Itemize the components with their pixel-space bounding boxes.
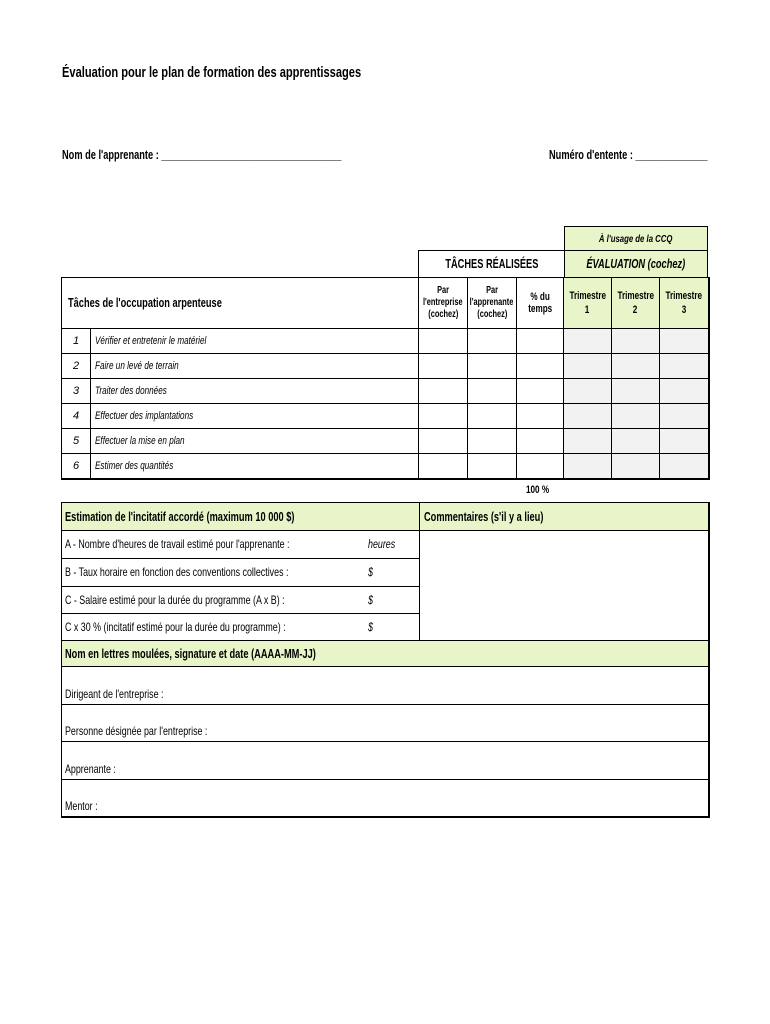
company-column-header: Par l'entreprise (cochez) [418,278,467,328]
estimate-table [61,502,710,642]
apprentice-column-header: Par l'apprenante (cochez) [467,278,516,328]
task-name: Estimer des quantités [90,453,418,478]
quarter-2-cell[interactable] [611,378,659,403]
task-number: 6 [62,453,90,478]
task-number: 5 [62,428,90,453]
percent-time-cell[interactable] [516,428,563,453]
signature-table [61,640,710,818]
company-check-cell[interactable] [418,428,467,453]
company-check-cell[interactable] [418,403,467,428]
percent-time-cell[interactable] [516,353,563,378]
task-number: 3 [62,378,90,403]
apprentice-check-cell[interactable] [467,328,516,353]
quarter-3-cell[interactable] [659,328,708,353]
comments-area[interactable] [419,530,708,641]
estimate-line-unit: $ [368,564,373,579]
task-name: Faire un levé de terrain [90,353,418,378]
evaluation-header: ÉVALUATION (cochez) [564,250,708,277]
estimate-line-unit: heures [368,537,396,551]
tasks-done-header: TÂCHES RÉALISÉES [418,250,564,277]
estimate-line-unit: $ [368,620,373,635]
quarter-3-cell[interactable] [659,378,708,403]
quarter-2-cell[interactable] [611,353,659,378]
signature-line[interactable] [62,779,708,817]
page-title: Évaluation pour le plan de formation des apprentissages [62,64,362,81]
percent-time-cell[interactable] [516,378,563,403]
company-check-cell[interactable] [418,328,467,353]
quarter-1-cell[interactable] [563,428,611,453]
quarter-2-cell[interactable] [611,328,659,353]
quarter-1-header: Trimestre 1 [563,278,611,328]
estimate-line-label: C x 30 % (incitatif estimé pour la durée du programme) : [65,620,286,635]
signature-line-label: Personne désignée par l'entreprise : [65,724,208,738]
quarter-3-cell[interactable] [659,353,708,378]
apprentice-check-cell[interactable] [467,403,516,428]
task-name: Effectuer des implantations [90,403,418,428]
estimate-line-unit: $ [368,592,373,607]
comments-header: Commentaires (s'il y a lieu) [419,503,708,530]
quarter-1-cell[interactable] [563,378,611,403]
ccq-use-label: À l'usage de la CCQ [564,226,708,250]
percent-time-cell[interactable] [516,453,563,478]
tasks-column-header: Tâches de l'occupation arpenteuse [68,296,222,310]
estimate-line[interactable] [62,613,419,641]
quarter-3-cell[interactable] [659,403,708,428]
estimate-line[interactable] [62,530,419,558]
percent-total: 100 % [526,484,550,496]
company-check-cell[interactable] [418,378,467,403]
estimate-line-label: B - Taux horaire en fonction des conventions collectives : [65,564,289,579]
signature-line-label: Apprenante : [65,761,116,776]
company-check-cell[interactable] [418,353,467,378]
task-number: 4 [62,403,90,428]
percent-time-cell[interactable] [516,328,563,353]
quarter-3-header: Trimestre 3 [659,278,708,328]
apprentice-check-cell[interactable] [467,428,516,453]
apprentice-check-cell[interactable] [467,453,516,478]
agreement-number-field[interactable]: Numéro d'entente : ______________ [549,148,708,162]
apprentice-check-cell[interactable] [467,353,516,378]
estimate-line[interactable] [62,586,419,614]
signature-line-label: Mentor : [65,799,98,813]
quarter-2-header: Trimestre 2 [611,278,659,328]
percent-time-column-header: % du temps [516,278,563,328]
signature-line[interactable] [62,741,708,779]
apprentice-name-field[interactable]: Nom de l'apprenante : ___________________________________ [62,148,342,162]
task-name: Effectuer la mise en plan [90,428,418,453]
quarter-2-cell[interactable] [611,428,659,453]
estimate-header: Estimation de l'incitatif accordé (maximum 10 000 $) [62,503,419,530]
quarter-1-cell[interactable] [563,403,611,428]
quarter-2-cell[interactable] [611,453,659,478]
estimate-line-label: A - Nombre d'heures de travail estimé pour l'apprenante : [65,537,290,551]
percent-time-cell[interactable] [516,403,563,428]
quarter-3-cell[interactable] [659,428,708,453]
quarter-2-cell[interactable] [611,403,659,428]
signature-line[interactable] [62,666,708,704]
apprentice-check-cell[interactable] [467,378,516,403]
task-name: Traiter des données [90,378,418,403]
estimate-line-label: C - Salaire estimé pour la durée du programme (A x B) : [65,592,285,607]
quarter-1-cell[interactable] [563,328,611,353]
signature-line[interactable] [62,704,708,742]
quarter-1-cell[interactable] [563,453,611,478]
task-number: 1 [62,328,90,353]
tasks-table [61,277,710,480]
signature-line-label: Dirigeant de l'entreprise : [65,686,164,701]
signature-header: Nom en lettres moulées, signature et date (AAAA-MM-JJ) [62,640,708,666]
task-name: Vérifier et entretenir le matériel [90,328,418,353]
estimate-line[interactable] [62,558,419,586]
company-check-cell[interactable] [418,453,467,478]
quarter-1-cell[interactable] [563,353,611,378]
quarter-3-cell[interactable] [659,453,708,478]
task-number: 2 [62,353,90,378]
